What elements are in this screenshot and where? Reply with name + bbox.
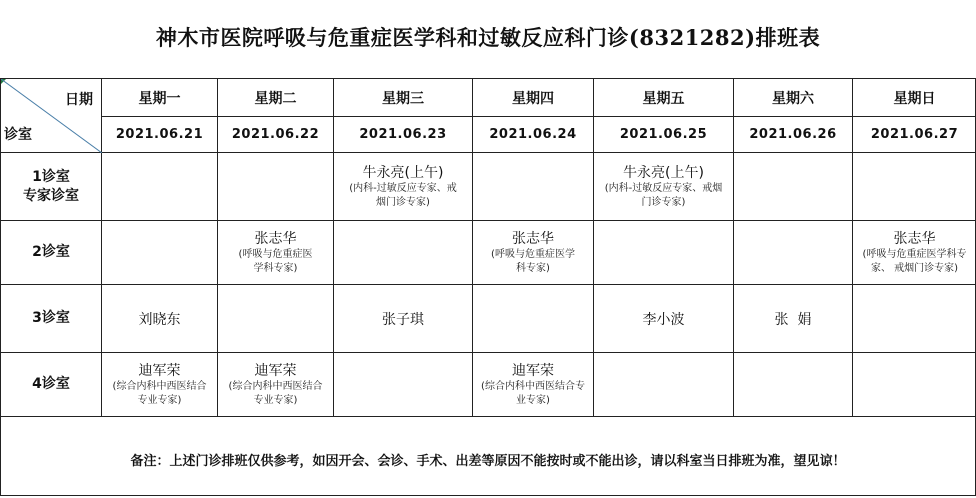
schedule-table [0, 78, 976, 417]
corner-cell [1, 79, 102, 153]
schedule-cell [218, 285, 334, 353]
schedule-cell [473, 153, 594, 221]
doctor-specialty: (综合内科中西医结合专业专家) [112, 380, 207, 406]
schedule-cell [334, 353, 473, 417]
header-row-days [1, 79, 976, 117]
doctor-name: 张志华 [254, 230, 297, 247]
room-label-line: 3诊室 [32, 310, 70, 326]
doctor-specialty: (内科-过敏反应专家、戒烟门诊专家) [604, 182, 723, 208]
schedule-cell [853, 285, 976, 353]
day-header: 星期四 [473, 79, 594, 117]
header-row-dates [1, 117, 976, 153]
corner-room-label: 诊室 [4, 127, 32, 143]
doctor-name: 张志华 [893, 230, 936, 247]
day-header: 星期五 [594, 79, 734, 117]
room-label [1, 285, 102, 353]
doctor-name: 刘晓东 [102, 285, 218, 353]
schedule-cell [218, 153, 334, 221]
table-row [1, 221, 976, 285]
date-header: 2021.06.22 [218, 117, 334, 153]
date-header: 2021.06.24 [473, 117, 594, 153]
room-label-line: 4诊室 [32, 376, 70, 392]
schedule-title: 神木市医院呼吸与危重症医学科和过敏反应科门诊(8321282)排班表 [155, 25, 821, 50]
doctor-specialty: (内科-过敏反应专家、戒烟门诊专家) [349, 182, 457, 208]
schedule-cell [594, 221, 734, 285]
doctor-name: 牛永亮(上午) [362, 164, 444, 181]
schedule-cell [102, 153, 218, 221]
day-header: 星期三 [334, 79, 473, 117]
schedule-cell [734, 353, 853, 417]
schedule-cell [853, 353, 976, 417]
schedule-cell [473, 285, 594, 353]
doctor-specialty: (综合内科中西医结合专业专家) [481, 380, 585, 406]
doctor-name: 迪军荣 [254, 362, 297, 379]
date-header: 2021.06.23 [334, 117, 473, 153]
schedule-cell [734, 153, 853, 221]
doctor-specialty: (呼吸与危重症医学科专家) [491, 248, 575, 274]
schedule-cell [102, 353, 218, 417]
schedule-cell [473, 221, 594, 285]
doctor-name: 张 娟 [734, 285, 853, 353]
doctor-specialty: (综合内科中西医结合专业专家) [228, 380, 323, 406]
schedule-cell [102, 221, 218, 285]
room-label [1, 221, 102, 285]
date-header: 2021.06.21 [102, 117, 218, 153]
date-header: 2021.06.25 [594, 117, 734, 153]
doctor-name: 张志华 [512, 230, 554, 247]
schedule-cell [853, 153, 976, 221]
day-header: 星期日 [853, 79, 976, 117]
room-label [1, 153, 102, 221]
doctor-name: 张子琪 [334, 285, 473, 353]
room-label [1, 353, 102, 417]
schedule-cell [473, 353, 594, 417]
schedule-cell [218, 221, 334, 285]
schedule-cell [734, 221, 853, 285]
doctor-name: 李小波 [594, 285, 734, 353]
table-row [1, 285, 976, 353]
day-header: 星期六 [734, 79, 853, 117]
schedule-cell [334, 221, 473, 285]
schedule-cell [334, 153, 473, 221]
schedule-cell [594, 153, 734, 221]
room-label-line: 2诊室 [32, 244, 70, 260]
doctor-name: 牛永亮(上午) [623, 164, 704, 181]
date-header: 2021.06.27 [853, 117, 976, 153]
date-header: 2021.06.26 [734, 117, 853, 153]
room-label-line: 专家诊室 [23, 187, 79, 204]
doctor-specialty: (呼吸与危重症医学科专家) [238, 248, 313, 274]
table-row [1, 353, 976, 417]
footer-note: 备注：上述门诊排班仅供参考，如因开会、会诊、手术、出差等原因不能按时或不能出诊，请以科室当日排班为准，望见谅！ [130, 454, 846, 469]
room-label-line: 1诊室 [32, 168, 70, 185]
doctor-name: 迪军荣 [512, 362, 554, 379]
doctor-name: 迪军荣 [138, 362, 181, 379]
corner-date-label: 日期 [65, 92, 93, 108]
day-header: 星期一 [102, 79, 218, 117]
table-row [1, 153, 976, 221]
doctor-specialty: (呼吸与危重症医学科专家、 戒烟门诊专家) [862, 248, 967, 274]
day-header: 星期二 [218, 79, 334, 117]
schedule-cell [853, 221, 976, 285]
schedule-cell [594, 353, 734, 417]
schedule-cell [218, 353, 334, 417]
